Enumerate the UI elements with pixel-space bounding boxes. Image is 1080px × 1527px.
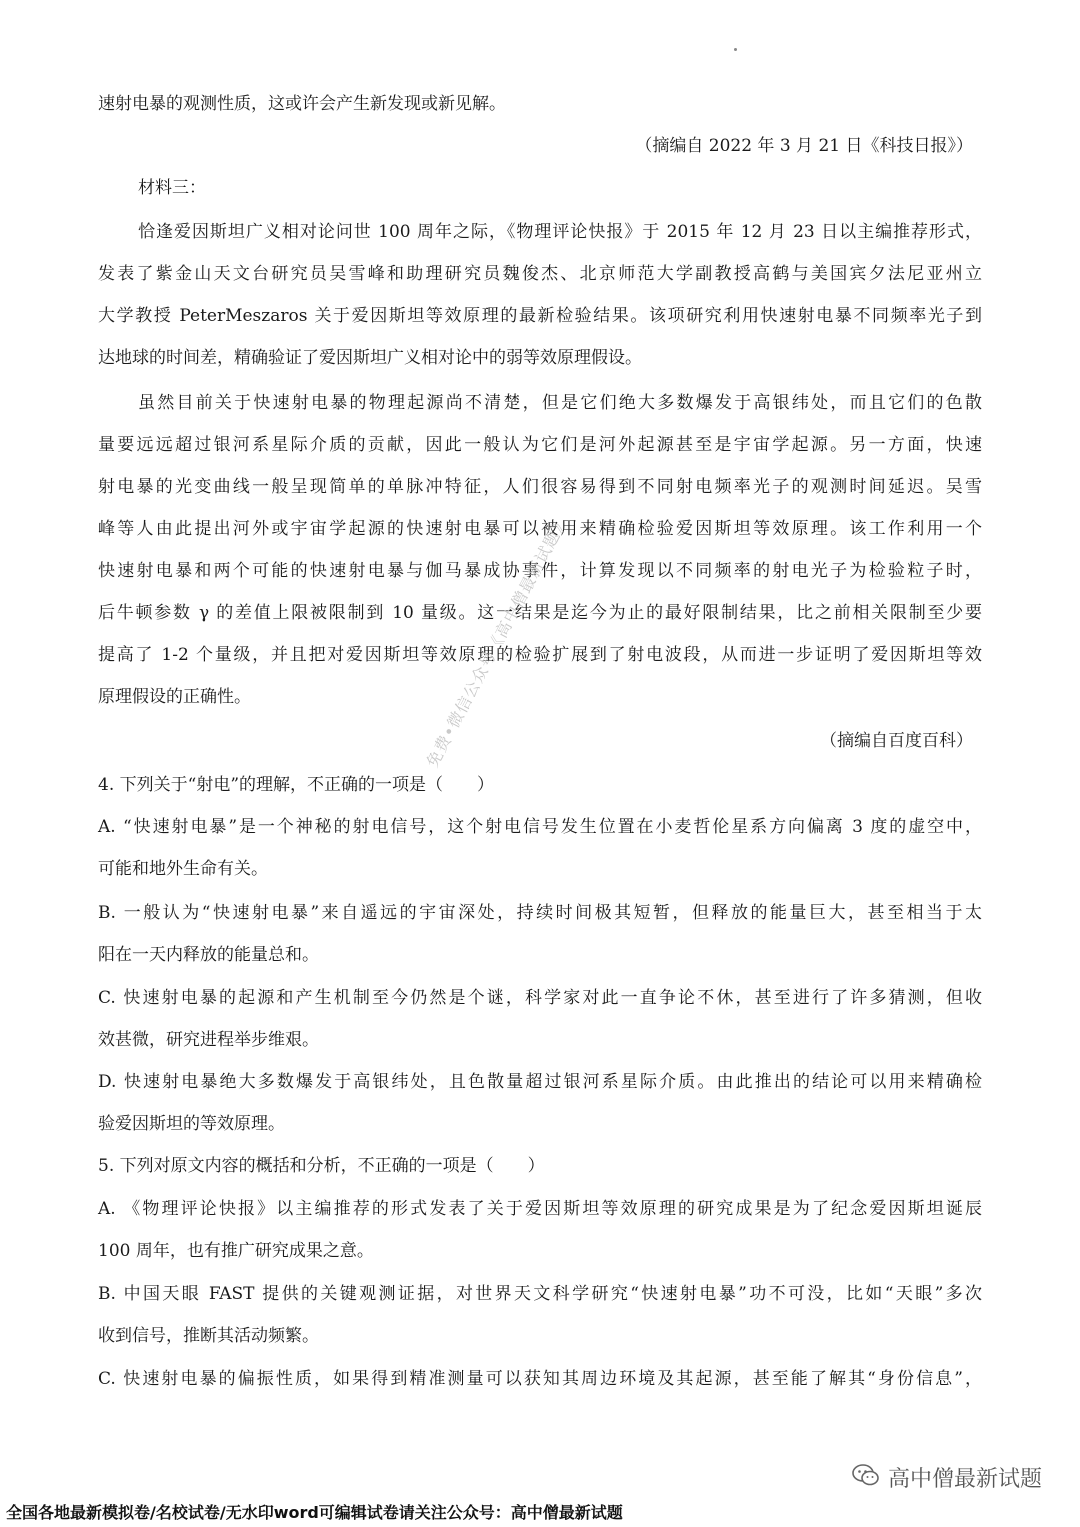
text-line: 虽然目前关于快速射电暴的物理起源尚不清楚，但是它们绝大多数爆发于高银纬处，而且它们的色散 — [138, 393, 982, 413]
section-heading: 材料三： — [138, 178, 206, 198]
question-5: 5. 下列对原文内容的概括和分析，不正确的一项是（ ） — [98, 1156, 545, 1176]
footer-notice: 全国各地最新模拟卷/名校试卷/无水印word可编辑试卷请关注公众号：高中僧最新试题 — [6, 1503, 623, 1522]
text-line: 恰逢爱因斯坦广义相对论问世 100 周年之际，《物理评论快报》于 2015 年 12 月 23 日以主编推荐形式， — [138, 222, 982, 242]
option-5b-cont: 收到信号，推断其活动频繁。 — [98, 1326, 319, 1346]
watermark-text: 免费•微信公众号《高中僧最新试题》 — [422, 512, 573, 771]
option-4b-cont: 阳在一天内释放的能量总和。 — [98, 945, 319, 965]
speck — [734, 48, 737, 51]
question-4: 4. 下列关于“射电”的理解，不正确的一项是（ ） — [98, 775, 495, 795]
text-line: 峰等人由此提出河外或宇宙学起源的快速射电暴可以被用来精确检验爱因斯坦等效原理。该工作利用一个 — [98, 519, 982, 539]
option-5a: A. 《物理评论快报》以主编推荐的形式发表了关于爱因斯坦等效原理的研究成果是为了纪念爱因斯坦诞辰 — [98, 1199, 982, 1219]
text-line: 发表了紫金山天文台研究员吴雪峰和助理研究员魏俊杰、北京师范大学副教授高鹤与美国宾夕法尼亚州立 — [98, 264, 982, 284]
text-line: 速射电暴的观测性质，这或许会产生新发现或新见解。 — [98, 94, 506, 114]
option-4a-cont: 可能和地外生命有关。 — [98, 859, 268, 879]
source-citation: （摘编自百度百科） — [820, 731, 973, 751]
option-5c: C. 快速射电暴的偏振性质，如果得到精准测量可以获知其周边环境及其起源，甚至能了解其“身份信息”， — [98, 1369, 982, 1389]
text-line: 射电暴的光变曲线一般呈现简单的单脉冲特征，人们很容易得到不同射电频率光子的观测时间延迟。吴雪 — [98, 477, 982, 497]
text-line: 提高了 1-2 个量级，并且把对爱因斯坦等效原理的检验扩展到了射电波段，从而进一步证明了爱因斯坦等效 — [98, 645, 982, 665]
option-5b: B. 中国天眼 FAST 提供的关键观测证据，对世界天文科学研究“快速射电暴”功不可没，比如“天眼”多次 — [98, 1284, 982, 1304]
text-line: 达地球的时间差，精确验证了爱因斯坦广义相对论中的弱等效原理假设。 — [98, 348, 642, 368]
text-line: 快速射电暴和两个可能的快速射电暴与伽马暴成协事件，计算发现以不同频率的射电光子为检验粒子时， — [98, 561, 982, 581]
brand-tag — [852, 1462, 1042, 1493]
wechat-icon — [852, 1463, 880, 1493]
option-4d: D. 快速射电暴绝大多数爆发于高银纬处，且色散量超过银河系星际介质。由此推出的结论可以用来精确检 — [98, 1072, 982, 1092]
text-line: 量要远远超过银河系星际介质的贡献，因此一般认为它们是河外起源甚至是宇宙学起源。另一方面，快速 — [98, 435, 982, 455]
text-line: 原理假设的正确性。 — [98, 687, 251, 707]
option-4c: C. 快速射电暴的起源和产生机制至今仍然是个谜，科学家对此一直争论不休，甚至进行了许多猜测，但收 — [98, 988, 982, 1008]
option-4c-cont: 效甚微，研究进程举步维艰。 — [98, 1030, 319, 1050]
option-4d-cont: 验爱因斯坦的等效原理。 — [98, 1114, 285, 1134]
option-5a-cont: 100 周年，也有推广研究成果之意。 — [98, 1241, 374, 1261]
brand-name: 高中僧最新试题 — [887, 1467, 1042, 1492]
option-4a: A. “快速射电暴”是一个神秘的射电信号，这个射电信号发生位置在小麦哲伦星系方向偏离 3 度的虚空中， — [98, 817, 982, 837]
option-4b: B. 一般认为“快速射电暴”来自遥远的宇宙深处，持续时间极其短暂，但释放的能量巨大，甚至相当于太 — [98, 903, 982, 923]
text-line: 后牛顿参数 γ 的差值上限被限制到 10 量级。这一结果是迄今为止的最好限制结果，比之前相关限制至少要 — [98, 603, 982, 623]
source-citation: （摘编自 2022 年 3 月 21 日《科技日报》） — [635, 136, 973, 156]
text-line: 大学教授 PeterMeszaros 关于爱因斯坦等效原理的最新检验结果。该项研究利用快速射电暴不同频率光子到 — [98, 306, 982, 326]
